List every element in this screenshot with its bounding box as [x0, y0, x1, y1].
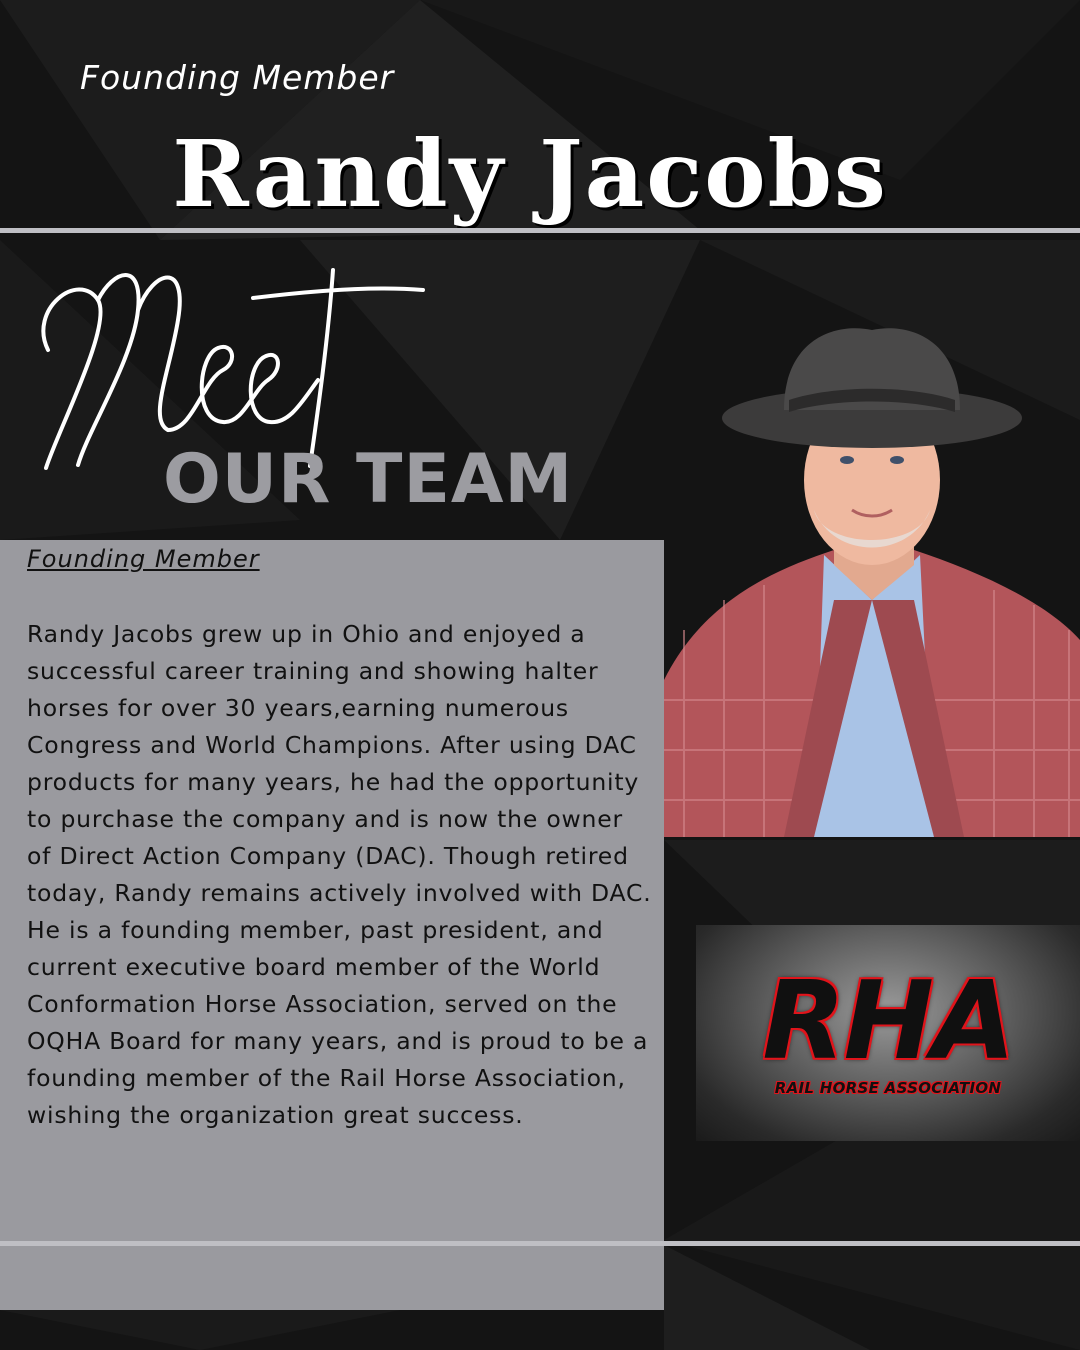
rha-logo — [696, 925, 1080, 1141]
header-subtitle: Founding Member — [80, 58, 395, 97]
rha-logo-caption: RAIL HORSE ASSOCIATION — [774, 1079, 1002, 1097]
rha-logo-letters: RHA — [762, 959, 1014, 1084]
bio-text: Randy Jacobs grew up in Ohio and enjoyed a successful career training and showing halter horses for over 30 years,earning numerous Congress and World Champions. After using DAC products for many years, he had the opportunity to purchase the company and is now the owner of Direct Action Company (DAC). Though retired today, Randy remains actively involved with DAC. He is a founding member, past president, and current executive board member of the World Conformation Horse Association, served on the OQHA Board for many years, and is proud to be a founding member of the Rail Horse Association, wishing the organization great success. — [27, 620, 652, 1129]
member-name: Randy Jacobs — [172, 120, 888, 228]
our-team-heading: OUR TEAM — [163, 440, 574, 519]
bottom-divider — [0, 1241, 1080, 1246]
bio-label: Founding Member — [27, 545, 260, 573]
member-portrait — [664, 300, 1080, 837]
